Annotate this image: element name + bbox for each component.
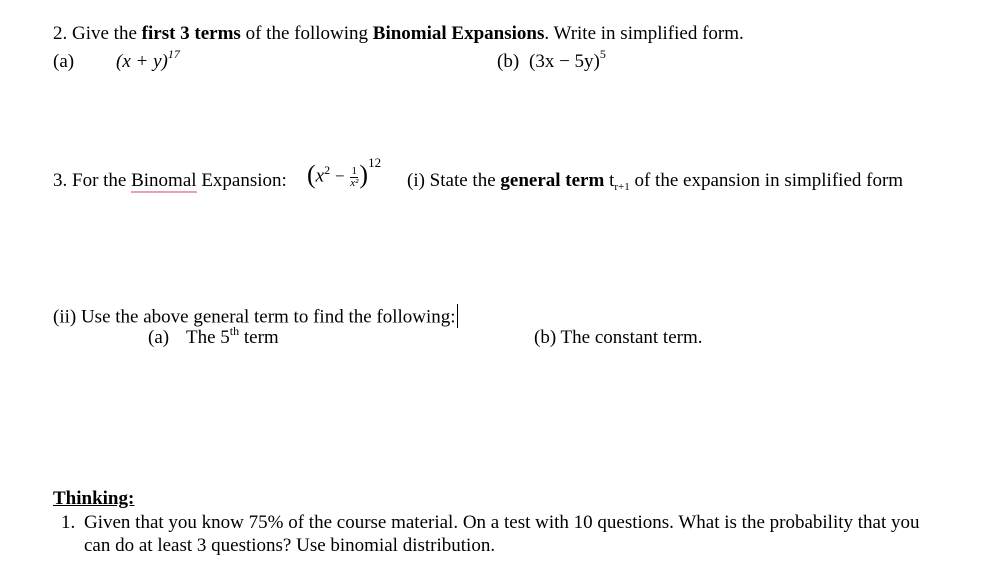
q2-bold-binomial-expansions: Binomial Expansions xyxy=(372,23,545,44)
q3-part-ii-b-text: (b) The constant term. xyxy=(534,327,703,348)
q3-bold-general-term: general term xyxy=(500,170,605,191)
q3-binomial-expression: ($x^2$ − $\frac{1}{\text{x²}}$ )$^{12}$ xyxy=(307,155,382,189)
q2-part-a-expression: $(x + y)^{17}$ xyxy=(116,47,180,72)
q3-fraction: $\frac{1}{\text{x²}}$ xyxy=(350,164,359,189)
thinking-item-line-1: Given that you know 75% of the course material. On a test with 10 questions. What is the probability that you xyxy=(84,512,920,533)
q2-part-b-label: (b) xyxy=(497,51,520,72)
q3-expression-exponent: 12 xyxy=(368,155,382,171)
q2-part-b-exponent: 5 xyxy=(599,47,606,61)
q2-part-a-exponent: 17 xyxy=(167,47,180,61)
question-2-prompt: 2. Give the first 3 terms of the following Binomial Expansions. Write in simplified form. xyxy=(53,23,744,44)
q3-part-i: (i) State the general term $t_{r+1}$ of the expansion in simplified form xyxy=(407,170,904,193)
thinking-heading: Thinking: xyxy=(53,488,135,509)
spellcheck-underlined-word: Binomal xyxy=(131,170,197,191)
text-cursor xyxy=(457,304,459,328)
q3-part-ii-a-text: The 5th term xyxy=(186,324,279,348)
q3-part-ii-intro[interactable]: (ii) Use the above general term to find the following: xyxy=(53,306,458,330)
question-2-number: 2. xyxy=(53,23,68,44)
q2-part-b-expression: $(3x - 5y)^5$ xyxy=(529,47,606,72)
q2-bold-first-terms: first 3 terms xyxy=(141,23,241,44)
q2-part-a-label: (a) xyxy=(53,51,75,72)
thinking-item-number: 1. xyxy=(61,512,76,533)
thinking-item-line-2: can do at least 3 questions? Use binomial distribution. xyxy=(84,535,496,556)
question-3-number: 3. xyxy=(53,170,68,191)
question-3-prompt: 3. For the Binomal Expansion: xyxy=(53,170,287,191)
q3-part-ii-a-label: (a) xyxy=(148,327,170,348)
